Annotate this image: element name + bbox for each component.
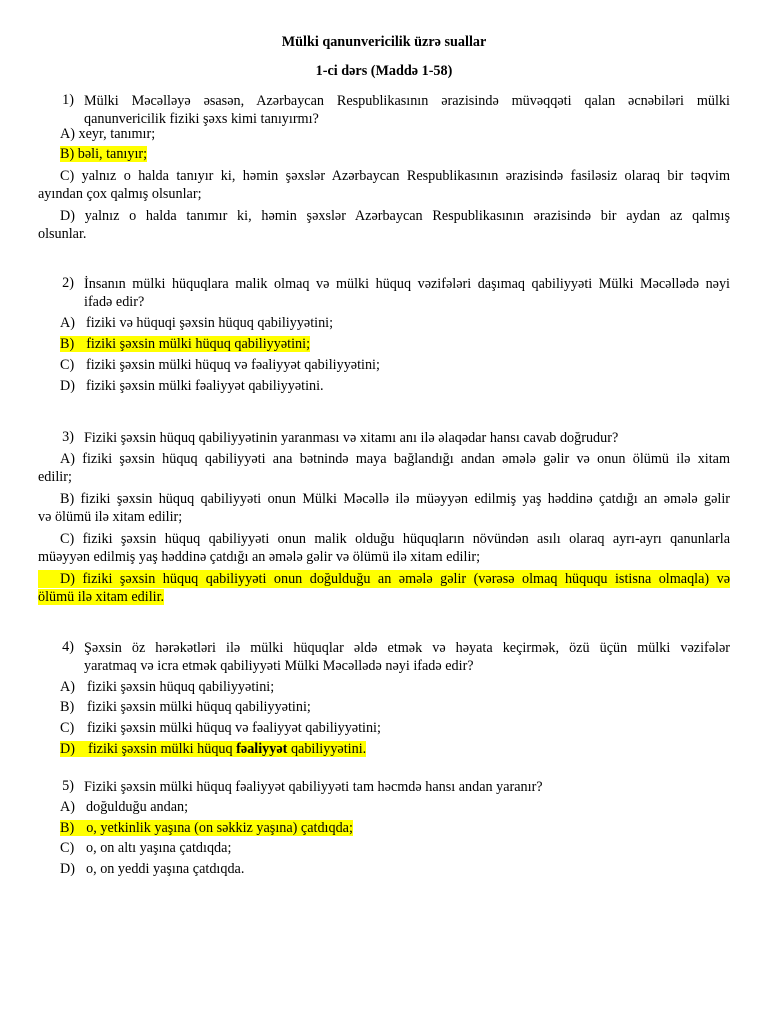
option-b: fiziki şəxsin mülki hüquq qabiliyyətini; <box>87 699 311 715</box>
question-text-line: Mülki Məcəlləyə əsasən, Azərbaycan Respublikasının ərazisində müvəqqəti qalan əcnəbiləri mülki <box>84 93 730 109</box>
question-number: 2) <box>62 275 74 291</box>
question-number: 3) <box>62 429 74 445</box>
option-d: fiziki şəxsin mülki fəaliyyət qabiliyyətini. <box>86 378 324 394</box>
option-b-letter: B) <box>60 820 75 836</box>
option-d-line <box>38 588 164 606</box>
option-d-letter: D) <box>60 741 75 757</box>
option-b <box>60 335 310 353</box>
option-b-letter: B) <box>60 699 75 715</box>
option-a: fiziki şəxsin hüquq qabiliyyətini; <box>87 679 275 695</box>
option-b-line: B) fiziki şəxsin hüquq qabiliyyəti onun Mülki Məcəllə ilə müəyyən edilmiş yaş həddinə çatdığı an əmələ gəlir <box>60 491 730 507</box>
correct-answer-highlight <box>60 336 310 352</box>
option-d <box>60 740 366 758</box>
document-title: Mülki qanunvericilik üzrə suallar <box>281 34 487 50</box>
option-c: o, on altı yaşına çatdıqda; <box>86 840 232 856</box>
question-text-line: İnsanın mülki hüquqlara malik olmaq və mülki hüquq vəzifələri daşımaq qabiliyyəti Mülki Məcəllədə nəyi <box>84 276 730 292</box>
option-a: fiziki və hüquqi şəxsin hüquq qabiliyyətini; <box>86 315 334 331</box>
option-b-text: fiziki şəxsin mülki hüquq qabiliyyətini; <box>86 336 311 352</box>
option-d-bold-word: fəaliyyət <box>236 741 288 757</box>
question-number: 4) <box>62 639 74 655</box>
option-c: fiziki şəxsin mülki hüquq və fəaliyyət qabiliyyətini; <box>86 357 380 373</box>
option-b-line: və ölümü ilə xitam edilir; <box>38 509 183 525</box>
option-c-line: müəyyən edilmiş yaş həddinə çatdığı an əmələ gəlir və ölümü ilə xitam edilir; <box>38 549 481 565</box>
option-a-letter: A) <box>60 799 75 815</box>
option-c-letter: C) <box>60 840 75 856</box>
correct-answer-highlight <box>60 741 366 757</box>
option-c-letter: C) <box>60 357 75 373</box>
option-c: fiziki şəxsin mülki hüquq və fəaliyyət qabiliyyətini; <box>87 720 381 736</box>
option-d-text: fiziki şəxsin mülki hüquq <box>87 741 237 757</box>
option-d-letter: D) <box>60 378 75 394</box>
option-d-letter: D) <box>60 861 75 877</box>
option-a: A) xeyr, tanımır; <box>60 126 156 142</box>
option-c-line: ayından çox qalmış olsunlar; <box>38 186 202 202</box>
question-text-line: qanunvericilik fiziki şəxs kimi tanıyırmı? <box>84 111 319 127</box>
option-a-letter: A) <box>60 679 75 695</box>
option-b <box>60 819 353 837</box>
option-a-line: edilir; <box>38 469 72 485</box>
option-a-line: A) fiziki şəxsin hüquq qabiliyyəti ana bətnində maya bağlandığı andan əmələ gəlir və onun ölümü ilə xitam <box>60 451 730 467</box>
question-text-line: yaratmaq və icra etmək qabiliyyəti Mülki Məcəllədə nəyi ifadə edir? <box>84 658 474 674</box>
option-d-line: olsunlar. <box>38 226 87 242</box>
correct-answer-highlight: D) fiziki şəxsin hüquq qabiliyyəti onun doğulduğu an əmələ gəlir (vərəsə olmaq hüququ istisna olmaqla) və <box>38 570 730 588</box>
option-c-line: C) fiziki şəxsin hüquq qabiliyyəti onun malik olduğu hüquqların növündən asılı olaraq ayrı-ayrı qanunlarla <box>60 531 730 547</box>
correct-answer-highlight <box>60 820 353 836</box>
question-number: 5) <box>62 778 74 794</box>
option-b-letter: B) <box>60 336 75 352</box>
correct-answer-highlight: ölümü ilə xitam edilir. <box>38 589 165 605</box>
option-d-line: D) yalnız o halda tanımır ki, həmin şəxslər Azərbaycan Respublikasının ərazisində bir aydan az qalmış <box>60 208 730 224</box>
option-c-letter: C) <box>60 720 75 736</box>
question-number: 1) <box>62 92 74 108</box>
option-b-text: o, yetkinlik yaşına (on səkkiz yaşına) çatdıqda; <box>86 820 353 836</box>
correct-answer-highlight: B) bəli, tanıyır; <box>60 146 148 162</box>
question-text-line: ifadə edir? <box>84 294 145 310</box>
option-d-text: qabiliyyətini. <box>287 741 367 757</box>
option-a-letter: A) <box>60 315 75 331</box>
option-a: doğulduğu andan; <box>86 799 189 815</box>
option-b <box>60 145 752 163</box>
question-text: Fiziki şəxsin hüquq qabiliyyətinin yaranması və xitamı anı ilə əlaqədar hansı cavab doğrudur? <box>84 430 619 446</box>
question-text: Fiziki şəxsin mülki hüquq fəaliyyət qabiliyyəti tam həcmdə hansı andan yaranır? <box>84 779 543 795</box>
document-subtitle: 1-ci dərs (Maddə 1-58) <box>315 63 453 79</box>
option-c-line: C) yalnız o halda tanıyır ki, həmin şəxslər Azərbaycan Respublikasının ərazisində fasiləsiz olaraq bir təqvim <box>60 168 730 184</box>
option-d: o, on yeddi yaşına çatdıqda. <box>86 861 245 877</box>
question-text-line: Şəxsin öz hərəkətləri ilə mülki hüquqlar əldə etmək və həyata keçirmək, özü üçün mülki vəzifələr <box>84 640 730 656</box>
